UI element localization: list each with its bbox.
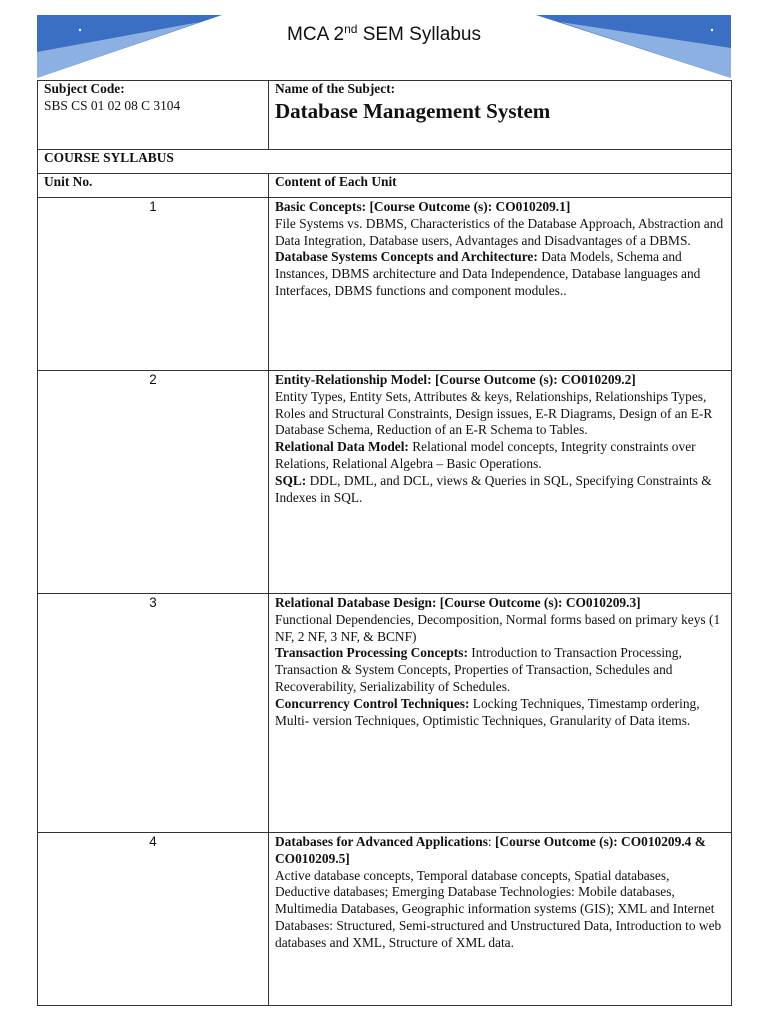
unit-row [38, 594, 732, 833]
page-title: MCA 2nd SEM Syllabus [287, 22, 481, 45]
unit-section [275, 473, 725, 507]
unit-number: 4 [38, 833, 269, 1006]
unit-row [38, 833, 732, 1006]
section-heading: Databases for Advanced Applications [275, 834, 488, 849]
section-text: Data Models, Schema and Instances, DBMS architecture and Data Independence, Database languages and Interfaces, DBMS functions and component modules.. [275, 249, 701, 298]
unit-no-header: Unit No. [38, 174, 269, 198]
subject-code-value: SBS CS 01 02 08 C 3104 [44, 97, 181, 113]
section-text: File Systems vs. DBMS, Characteristics of the Database Approach, Abstraction and Data Integration, Database users, Advantages and Disadvantages of a DBMS. [275, 215, 724, 248]
course-syllabus-row [38, 150, 732, 174]
unit-number: 2 [38, 371, 269, 594]
subject-name-value: Database Management System [275, 98, 551, 123]
unit-number: 3 [38, 594, 269, 833]
section-text: DDL, DML, and DCL, views & Queries in SQL, Specifying Constraints & Indexes in SQL. [275, 472, 712, 505]
unit-section [275, 439, 725, 473]
unit-content [269, 594, 732, 833]
unit-section [275, 249, 725, 299]
subject-header-row [38, 81, 732, 150]
section-heading: Concurrency Control Techniques: [275, 695, 470, 711]
section-text: Relational model concepts, Integrity constraints over Relations, Relational Algebra – Basic Operations. [275, 439, 696, 471]
unit-content [269, 198, 732, 371]
section-heading: SQL: [275, 472, 307, 488]
section-heading: Entity-Relationship Model: [Course Outcome (s): CO010209.2] [275, 372, 636, 387]
section-heading: Database Systems Concepts and Architecture: [275, 249, 538, 265]
unit-number: 1 [38, 198, 269, 371]
section-text: Functional Dependencies, Decomposition, Normal forms based on primary keys (1 NF, 2 NF, 3 NF, & BCNF) [275, 611, 721, 644]
unit-section [275, 645, 725, 695]
section-text: : [487, 834, 495, 849]
unit-row [38, 371, 732, 594]
subject-name-cell [269, 81, 732, 150]
section-text: Entity Types, Entity Sets, Attributes & keys, Relationships, Relationships Types, Roles and Structural Constraints, Design issues, E-R Diagrams, Design of an E-R Database Schema, Reduction of an E-R Schema to Tables. [275, 388, 713, 438]
section-heading: Relational Database Design: [Course Outcome (s): CO010209.3] [275, 595, 641, 610]
unit-content [269, 371, 732, 594]
section-text: Active database concepts, Temporal database concepts, Spatial databases, Deductive databases; Emerging Database Technologies: Mobile databases, Multimedia Databases, Geographic information systems (GIS); XML and Internet Databases: Structured, Semi-structured and Unstructured Data, Introduction to web databases and XML, Structure of XML data. [275, 867, 722, 950]
column-header-row [38, 174, 732, 198]
syllabus-table [37, 80, 732, 1006]
unit-section [275, 199, 725, 249]
unit-content [269, 833, 732, 1006]
section-heading: [Course Outcome (s): CO010209.4 & CO010209.5] [275, 834, 706, 866]
section-heading: Basic Concepts: [Course Outcome (s): CO010209.1] [275, 199, 571, 214]
unit-section [275, 834, 725, 952]
section-text: Introduction to Transaction Processing, Transaction & System Concepts, Properties of Transaction, Schedules and Recoverability, Serializability of Schedules. [275, 645, 682, 694]
content-header: Content of Each Unit [269, 174, 732, 198]
section-heading: Transaction Processing Concepts: [275, 645, 468, 661]
subject-code-cell [38, 81, 269, 150]
unit-section [275, 595, 725, 645]
unit-row [38, 198, 732, 371]
section-text: Locking Techniques, Timestamp ordering, Multi- version Techniques, Optimistic Techniques, Granularity of Data items. [275, 695, 700, 728]
section-heading: Relational Data Model: [275, 439, 409, 455]
unit-section [275, 696, 725, 730]
subject-code-label: Subject Code: [44, 81, 125, 96]
unit-section [275, 372, 725, 439]
subject-name-label: Name of the Subject: [275, 81, 396, 96]
course-syllabus-label: COURSE SYLLABUS [38, 150, 732, 174]
